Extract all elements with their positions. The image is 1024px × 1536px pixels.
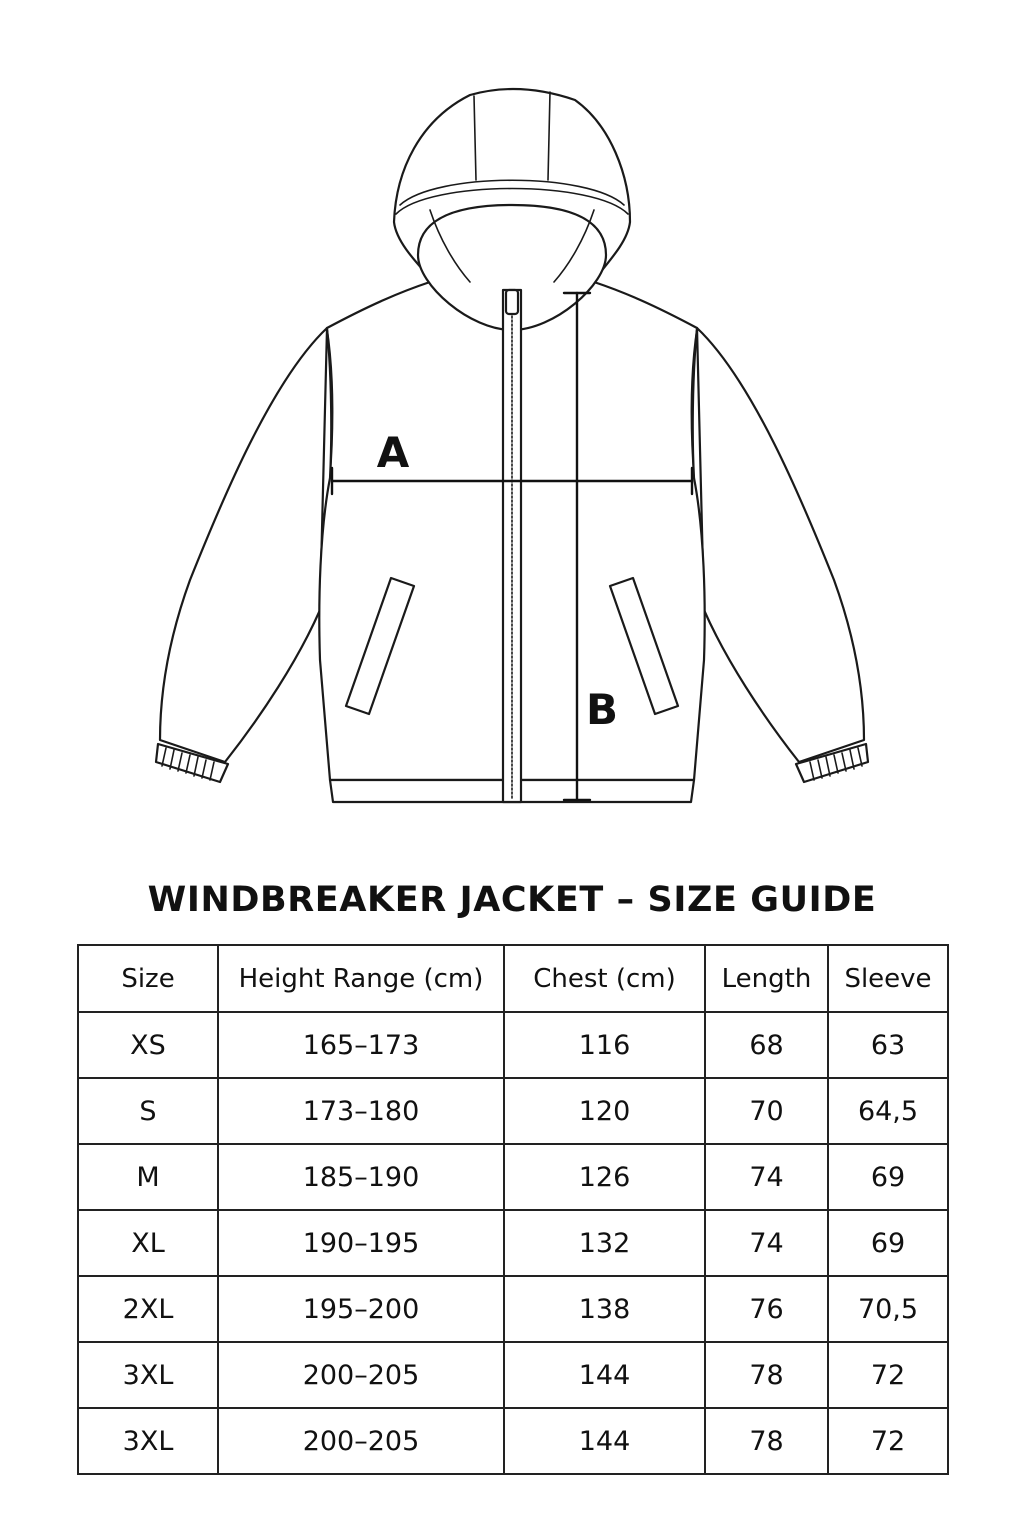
cell-chest: 144: [504, 1342, 705, 1408]
right-sleeve: [697, 328, 864, 762]
cell-height-range: 165–173: [218, 1012, 504, 1078]
cell-length: 70: [705, 1078, 828, 1144]
cell-length: 76: [705, 1276, 828, 1342]
cell-size: M: [78, 1144, 218, 1210]
cell-chest: 132: [504, 1210, 705, 1276]
cell-height-range: 195–200: [218, 1276, 504, 1342]
cell-sleeve: 63: [828, 1012, 948, 1078]
cell-chest: 138: [504, 1276, 705, 1342]
measurement-b-label: B: [585, 685, 619, 734]
cell-height-range: 185–190: [218, 1144, 504, 1210]
cell-sleeve: 70,5: [828, 1276, 948, 1342]
cell-length: 68: [705, 1012, 828, 1078]
cell-sleeve: 72: [828, 1408, 948, 1474]
cell-chest: 120: [504, 1078, 705, 1144]
cell-sleeve: 72: [828, 1342, 948, 1408]
cell-chest: 144: [504, 1408, 705, 1474]
table-row: [78, 1078, 948, 1144]
table-row: [78, 1012, 948, 1078]
cell-height-range: 190–195: [218, 1210, 504, 1276]
header-length: Length: [705, 945, 828, 1012]
size-guide-title: WINDBREAKER JACKET – SIZE GUIDE: [147, 880, 877, 920]
size-table: [77, 944, 949, 1475]
cell-height-range: 173–180: [218, 1078, 504, 1144]
cell-size: 2XL: [78, 1276, 218, 1342]
cell-sleeve: 64,5: [828, 1078, 948, 1144]
cell-chest: 116: [504, 1012, 705, 1078]
cell-length: 74: [705, 1210, 828, 1276]
left-sleeve: [160, 328, 327, 762]
zipper-pull: [506, 290, 518, 314]
measurement-a-label: A: [376, 428, 410, 477]
table-row: [78, 1144, 948, 1210]
header-height-range: Height Range (cm): [218, 945, 504, 1012]
cell-height-range: 200–205: [218, 1342, 504, 1408]
cell-sleeve: 69: [828, 1210, 948, 1276]
table-row: [78, 1342, 948, 1408]
header-sleeve: Sleeve: [828, 945, 948, 1012]
cell-size: S: [78, 1078, 218, 1144]
cell-height-range: 200–205: [218, 1408, 504, 1474]
cell-length: 74: [705, 1144, 828, 1210]
cell-size: 3XL: [78, 1408, 218, 1474]
cell-length: 78: [705, 1342, 828, 1408]
cell-size: 3XL: [78, 1342, 218, 1408]
table-row: [78, 1210, 948, 1276]
cell-sleeve: 69: [828, 1144, 948, 1210]
cell-chest: 126: [504, 1144, 705, 1210]
table-row: [78, 1408, 948, 1474]
header-size: Size: [78, 945, 218, 1012]
cell-size: XL: [78, 1210, 218, 1276]
cell-size: XS: [78, 1012, 218, 1078]
table-row: [78, 1276, 948, 1342]
cell-length: 78: [705, 1408, 828, 1474]
header-chest: Chest (cm): [504, 945, 705, 1012]
table-header-row: [78, 945, 948, 1012]
